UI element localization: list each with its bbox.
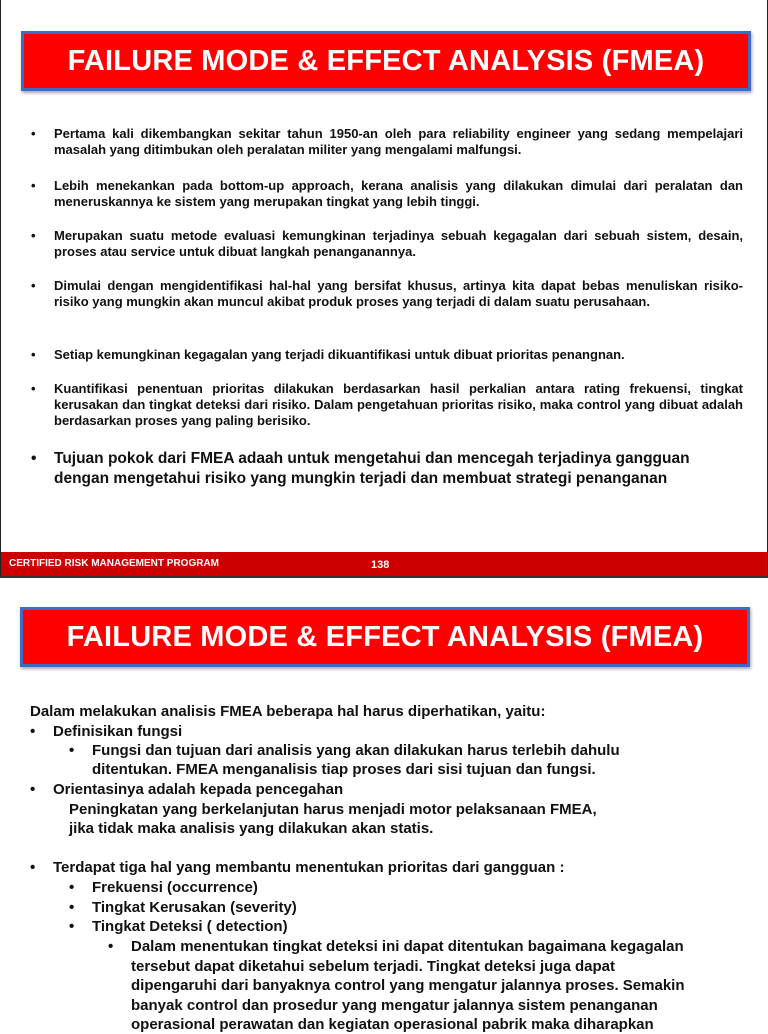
bullet-text: Dimulai dengan mengidentifikasi hal-hal yang bersifat khusus, artinya kita dapat bebas menuliskan risiko-risiko yang mungkin akan muncul akibat produk proses yang terjadi di dalam suatu perusahaan.: [54, 278, 743, 309]
slide-2-title-banner: [20, 607, 750, 667]
bullet-dot: •: [31, 347, 36, 362]
sub-item-text: Frekuensi (occurrence): [92, 879, 258, 896]
bullet-dot: •: [31, 450, 37, 467]
item-priority: Terdapat tiga hal yang membantu menentukan prioritas dari gangguan :: [53, 859, 565, 876]
bullet-text: Pertama kali dikembangkan sekitar tahun 1950-an oleh para reliability engineer yang sedang mempelajari masalah yang ditimbukan oleh peralatan militer yang mengalami malfungsi.: [54, 126, 743, 157]
bullet-dot: •: [30, 781, 36, 798]
bullet-item: [31, 228, 743, 260]
bullet-item-key-objective: [31, 449, 743, 489]
bullet-text: Merupakan suatu metode evaluasi kemungkinan terjadinya sebuah kegagalan dari sebuah sistem, desain, proses atau service untuk dibuat langkah penanganannya.: [54, 228, 743, 259]
bullet-dot: •: [30, 859, 36, 876]
bullet-text: Setiap kemungkinan kegagalan yang terjadi dikuantifikasi untuk dibuat prioritas penangnan.: [54, 347, 625, 362]
item-text: jika tidak maka analisis yang dilakukan akan statis.: [69, 820, 434, 837]
sub-item-text: Fungsi dan tujuan dari analisis yang akan dilakukan harus terlebih dahulu: [92, 742, 620, 759]
detail-text: tersebut dapat diketahui sebelum terjadi. Tingkat deteksi juga dapat: [131, 958, 616, 975]
item-define-function: Definisikan fungsi: [53, 723, 183, 740]
bullet-item: [31, 178, 743, 210]
page-number: 138: [371, 559, 390, 571]
slide-1-title: FAILURE MODE & EFFECT ANALYSIS (FMEA): [67, 44, 705, 77]
bullet-dot: •: [108, 938, 114, 955]
bullet-item: [31, 381, 743, 429]
bullet-dot: •: [31, 178, 36, 193]
bullet-text: Tujuan pokok dari FMEA adaah untuk mengetahui dan mencegah terjadinya gangguan dengan mengetahui risiko yang mungkin terjadi dan membuat strategi penanganan: [54, 450, 690, 487]
bullet-dot: •: [31, 126, 36, 141]
bullet-dot: •: [30, 723, 36, 740]
detail-text: banyak control dan prosedur yang mengatur jalannya sistem penanganan: [131, 997, 658, 1014]
bullet-text: Lebih menekankan pada bottom-up approach, kerana analisis yang dilakukan dimulai dari peralatan dan meneruskannya ke sistem yang merupakan tingkat yang lebih tinggi.: [54, 178, 743, 209]
sub-item-text: Tingkat Kerusakan (severity): [92, 899, 297, 916]
slide-1-title-banner: [21, 31, 751, 91]
bullet-dot: •: [31, 381, 36, 396]
bullet-dot: •: [31, 278, 36, 293]
sub-item-text: ditentukan. FMEA menganalisis tiap proses dari sisi tujuan dan fungsi.: [92, 761, 596, 778]
bullet-dot: •: [69, 742, 75, 759]
item-prevention: Orientasinya adalah kepada pencegahan: [53, 781, 344, 798]
detail-text: Dalam menentukan tingkat deteksi ini dapat ditentukan bagaimana kegagalan: [131, 938, 684, 955]
footer-program-name: CERTIFIED RISK MANAGEMENT PROGRAM: [9, 558, 219, 569]
item-text: Peningkatan yang berkelanjutan harus menjadi motor pelaksanaan FMEA,: [69, 801, 597, 818]
sub-item-text: Tingkat Deteksi ( detection): [92, 918, 288, 935]
slide-footer: [1, 552, 767, 576]
bullet-dot: •: [69, 918, 75, 935]
bullet-item: [31, 278, 743, 310]
slide-2: [0, 578, 768, 1033]
bullet-dot: •: [69, 879, 75, 896]
bullet-dot: •: [31, 228, 36, 243]
intro-text: Dalam melakukan analisis FMEA beberapa hal harus diperhatikan, yaitu:: [30, 703, 546, 720]
detail-text: dipengaruhi dari banyaknya control yang mengatur jalannya proses. Semakin: [131, 977, 685, 994]
bullet-item: [31, 347, 743, 363]
bullet-dot: •: [69, 899, 75, 916]
slide-2-title: FAILURE MODE & EFFECT ANALYSIS (FMEA): [66, 620, 704, 653]
bullet-text: Kuantifikasi penentuan prioritas dilakukan berdasarkan hasil perkalian antara rating frekuensi, tingkat kerusakan dan tingkat deteksi dari risiko. Dalam pengetahuan prioritas risiko, maka control yang dibuat adalah berdasarkan proses yang paling berisiko.: [54, 381, 743, 428]
detail-text: operasional perawatan dan kegiatan operasional pabrik maka diharapkan: [131, 1016, 654, 1033]
bullet-item: [31, 126, 743, 158]
